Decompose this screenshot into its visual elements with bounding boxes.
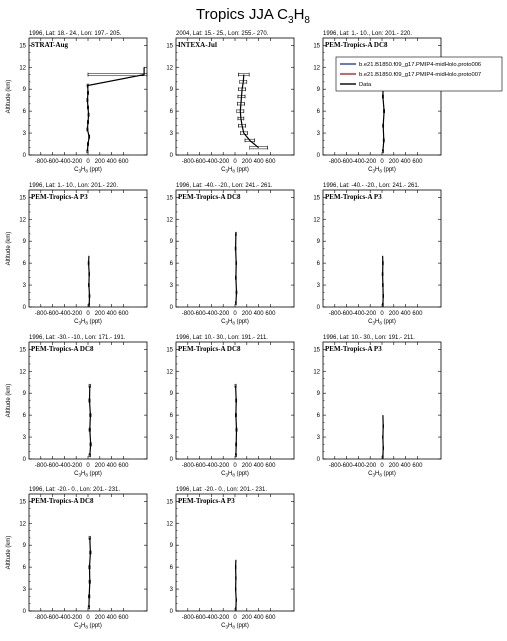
y-tick-label: 3 xyxy=(22,587,26,594)
y-tick-label: 6 xyxy=(169,565,173,572)
panel-1 xyxy=(6,31,147,174)
x-tick-label: -400 xyxy=(352,311,365,317)
campaign-label: STRAT-Aug xyxy=(31,41,68,49)
x-axis-label-part: (ppt) xyxy=(234,623,249,629)
y-tick-label: 3 xyxy=(316,435,320,442)
title-mid: H xyxy=(293,6,305,23)
x-axis-label xyxy=(221,167,249,174)
x-axis-label-part: 8 xyxy=(379,168,382,174)
x-tick-label: 200 xyxy=(241,463,252,469)
y-tick-label: 9 xyxy=(22,239,26,246)
y-tick-label: 0 xyxy=(316,153,320,159)
y-tick-label: 0 xyxy=(316,457,320,463)
panel-header: 1996, Lat: -30.- -10., Lon: 171.- 191. xyxy=(29,335,126,341)
x-axis-label-part: 3 xyxy=(78,320,81,326)
x-tick-label: 400 xyxy=(106,463,117,469)
y-tick-label: 0 xyxy=(22,457,26,463)
panel-header: 1996, Lat: 18.- 24., Lon: 197.- 205. xyxy=(29,31,122,37)
x-axis-label xyxy=(74,623,102,630)
plot-frame xyxy=(323,38,441,155)
x-tick-label: -600 xyxy=(46,311,59,317)
panel-8 xyxy=(166,335,294,478)
y-tick-label: 0 xyxy=(316,305,320,311)
panel-7 xyxy=(6,335,147,478)
y-tick-label: 15 xyxy=(19,43,26,50)
x-axis-label-part: (ppt) xyxy=(87,623,102,629)
x-tick-label: 400 xyxy=(253,159,264,165)
panel-header: 1996, Lat: 10.- 30., Lon: 191.- 211. xyxy=(323,335,415,341)
x-tick-label: 200 xyxy=(241,159,252,165)
x-axis-label-part: H xyxy=(80,167,86,173)
x-axis-label-part: 8 xyxy=(232,472,235,478)
x-tick-label: 600 xyxy=(265,311,276,317)
panel-3 xyxy=(313,31,441,174)
x-axis-label-part: (ppt) xyxy=(234,167,249,173)
title-main: Tropics JJA C xyxy=(196,6,288,23)
panel-header: 1996, Lat: 1.- 10., Lon: 201.- 220. xyxy=(29,183,119,189)
y-tick-label: 15 xyxy=(166,43,173,50)
x-tick-label: -200 xyxy=(70,159,83,165)
x-axis-label-part: C xyxy=(74,471,79,477)
x-axis-label-part: 3 xyxy=(372,168,375,174)
x-axis-label-part: (ppt) xyxy=(87,319,102,325)
plot-frame xyxy=(323,342,441,459)
x-axis-label-part: 3 xyxy=(372,472,375,478)
x-tick-label: -800 xyxy=(181,159,194,165)
x-axis-label-part: H xyxy=(227,167,233,173)
x-axis-label-part: C xyxy=(368,167,373,173)
campaign-label: PEM-Tropics-A DC8 xyxy=(31,497,94,505)
x-tick-label: -200 xyxy=(217,311,230,317)
x-tick-label: 200 xyxy=(94,311,105,317)
y-tick-label: 3 xyxy=(169,283,173,290)
x-tick-label: 0 xyxy=(86,311,90,317)
y-tick-label: 15 xyxy=(166,195,173,202)
plot-frame xyxy=(29,342,147,459)
campaign-label: PEM-Tropics-A P3 xyxy=(31,193,88,201)
x-axis-label-part: 8 xyxy=(232,168,235,174)
y-tick-label: 15 xyxy=(19,195,26,202)
y-tick-label: 12 xyxy=(313,369,320,376)
y-tick-label: 3 xyxy=(169,131,173,138)
x-axis-label-part: (ppt) xyxy=(87,471,102,477)
x-tick-label: -400 xyxy=(205,311,218,317)
x-axis-label xyxy=(368,319,396,326)
y-tick-label: 6 xyxy=(316,261,320,268)
panel-2 xyxy=(166,31,294,174)
plot-frame xyxy=(29,190,147,307)
panel-header: 1996, Lat: -40.- -20., Lon: 241.- 261. xyxy=(176,183,273,189)
y-tick-label: 12 xyxy=(19,521,26,528)
data-profile-line xyxy=(236,560,237,609)
y-tick-label: 9 xyxy=(22,391,26,398)
x-tick-label: 400 xyxy=(253,615,264,621)
data-profile-line xyxy=(89,256,90,305)
panel-header: 1996, Lat: -20.- 0., Lon: 201.- 231. xyxy=(29,487,121,493)
x-tick-label: -800 xyxy=(34,615,47,621)
x-axis-label-part: (ppt) xyxy=(381,167,396,173)
plot-frame xyxy=(176,38,294,155)
x-axis-label-part: H xyxy=(374,319,380,325)
y-tick-label: 9 xyxy=(169,239,173,246)
x-axis-label-part: (ppt) xyxy=(87,167,102,173)
x-axis-label-part: C xyxy=(221,623,226,629)
y-tick-label: 9 xyxy=(316,87,320,94)
y-tick-label: 12 xyxy=(313,65,320,72)
x-axis-label-part: (ppt) xyxy=(381,471,396,477)
y-tick-label: 15 xyxy=(313,43,320,50)
y-tick-label: 15 xyxy=(166,347,173,354)
x-axis-label-part: H xyxy=(227,319,233,325)
x-tick-label: -400 xyxy=(58,311,71,317)
x-axis-label-part: 3 xyxy=(78,472,81,478)
title-sub1: 3 xyxy=(288,15,294,26)
x-tick-label: 200 xyxy=(94,159,105,165)
x-tick-label: 200 xyxy=(241,615,252,621)
legend-label: Data xyxy=(359,82,372,88)
x-tick-label: 400 xyxy=(400,159,411,165)
y-tick-label: 3 xyxy=(22,435,26,442)
y-tick-label: 0 xyxy=(169,609,173,615)
x-tick-label: 400 xyxy=(106,615,117,621)
x-axis-label-part: (ppt) xyxy=(234,471,249,477)
y-tick-label: 9 xyxy=(22,87,26,94)
x-tick-label: -600 xyxy=(46,615,59,621)
y-tick-label: 12 xyxy=(19,65,26,72)
x-tick-label: -600 xyxy=(193,615,206,621)
plot-frame xyxy=(323,190,441,307)
x-tick-label: 400 xyxy=(106,159,117,165)
x-tick-label: 600 xyxy=(412,159,423,165)
x-axis-label-part: 8 xyxy=(379,472,382,478)
x-tick-label: 0 xyxy=(233,311,237,317)
x-tick-label: 600 xyxy=(265,159,276,165)
x-tick-label: 0 xyxy=(86,159,90,165)
x-tick-label: 0 xyxy=(380,159,384,165)
x-tick-label: -200 xyxy=(70,311,83,317)
campaign-label: PEM-Tropics-A DC8 xyxy=(178,345,241,353)
x-axis-label xyxy=(74,167,102,174)
plot-frame xyxy=(176,494,294,611)
x-tick-label: 600 xyxy=(265,463,276,469)
y-tick-label: 3 xyxy=(22,131,26,138)
x-axis-label-part: 8 xyxy=(232,624,235,630)
data-profile-line xyxy=(87,67,144,151)
x-tick-label: 0 xyxy=(233,159,237,165)
panel-5 xyxy=(166,183,294,326)
y-tick-label: 9 xyxy=(169,543,173,550)
data-profile-line xyxy=(89,538,91,607)
y-tick-label: 0 xyxy=(22,153,26,159)
y-tick-label: 12 xyxy=(166,521,173,528)
x-tick-label: -800 xyxy=(181,463,194,469)
x-axis-label-part: (ppt) xyxy=(381,319,396,325)
y-tick-label: 12 xyxy=(166,217,173,224)
y-tick-label: 15 xyxy=(19,499,26,506)
x-axis-label-part: 3 xyxy=(225,472,228,478)
x-tick-label: -200 xyxy=(364,159,377,165)
panel-header: 1996, Lat: 1.- 10., Lon: 201.- 220. xyxy=(323,31,413,37)
x-tick-label: 600 xyxy=(265,615,276,621)
x-axis-label-part: H xyxy=(374,471,380,477)
x-tick-label: -600 xyxy=(46,159,59,165)
x-axis-label-part: C xyxy=(74,319,79,325)
data-profile-line xyxy=(236,234,237,303)
y-tick-label: 6 xyxy=(169,413,173,420)
x-tick-label: -600 xyxy=(193,463,206,469)
x-tick-label: 0 xyxy=(86,463,90,469)
y-tick-label: 12 xyxy=(19,369,26,376)
x-tick-label: 0 xyxy=(380,311,384,317)
x-axis-label-part: C xyxy=(221,319,226,325)
x-axis-label-part: C xyxy=(74,167,79,173)
x-axis-label-part: C xyxy=(368,319,373,325)
x-tick-label: 400 xyxy=(253,311,264,317)
x-tick-label: 200 xyxy=(388,159,399,165)
x-tick-label: -400 xyxy=(58,159,71,165)
x-axis-label-part: C xyxy=(74,623,79,629)
campaign-label: PEM-Tropics-A P3 xyxy=(325,345,382,353)
y-axis-label: Altitude (km) xyxy=(6,79,12,114)
y-tick-label: 0 xyxy=(169,305,173,311)
y-tick-label: 9 xyxy=(169,87,173,94)
y-axis-label: Altitude (km) xyxy=(6,383,12,418)
x-tick-label: 200 xyxy=(388,311,399,317)
legend xyxy=(336,57,502,91)
y-tick-label: 3 xyxy=(316,283,320,290)
x-tick-label: -600 xyxy=(46,463,59,469)
x-tick-label: -800 xyxy=(181,311,194,317)
x-tick-label: 400 xyxy=(106,311,117,317)
y-tick-label: 15 xyxy=(166,499,173,506)
panel-header: 2004, Lat: 15.- 25., Lon: 255.- 270. xyxy=(176,31,269,37)
x-axis-label-part: H xyxy=(227,471,233,477)
x-axis-label xyxy=(221,319,249,326)
x-axis-label-part: 8 xyxy=(232,320,235,326)
plot-frame xyxy=(176,342,294,459)
x-tick-label: 600 xyxy=(412,311,423,317)
x-axis-label-part: 8 xyxy=(379,320,382,326)
x-tick-label: 200 xyxy=(94,463,105,469)
x-axis-label-part: H xyxy=(227,623,233,629)
x-tick-label: -600 xyxy=(193,159,206,165)
x-axis-label xyxy=(368,167,396,174)
x-axis-label-part: 8 xyxy=(85,472,88,478)
y-tick-label: 3 xyxy=(169,587,173,594)
x-axis-label-part: (ppt) xyxy=(234,319,249,325)
x-axis-label-part: 8 xyxy=(85,624,88,630)
y-tick-label: 6 xyxy=(316,413,320,420)
x-tick-label: 600 xyxy=(412,463,423,469)
y-tick-label: 6 xyxy=(316,109,320,116)
x-tick-label: -800 xyxy=(328,463,341,469)
y-tick-label: 6 xyxy=(22,261,26,268)
panel-11 xyxy=(166,487,294,630)
y-tick-label: 3 xyxy=(316,131,320,138)
y-tick-label: 0 xyxy=(169,153,173,159)
x-tick-label: -400 xyxy=(58,615,71,621)
y-tick-label: 0 xyxy=(169,457,173,463)
panel-header: 1996, Lat: -40.- -20., Lon: 241.- 261. xyxy=(323,183,420,189)
panel-6 xyxy=(313,183,441,326)
x-tick-label: 400 xyxy=(400,311,411,317)
x-tick-label: -200 xyxy=(364,311,377,317)
x-tick-label: -400 xyxy=(205,463,218,469)
x-tick-label: 0 xyxy=(86,615,90,621)
x-tick-label: -200 xyxy=(364,463,377,469)
y-tick-label: 6 xyxy=(22,109,26,116)
y-tick-label: 15 xyxy=(19,347,26,354)
y-tick-label: 9 xyxy=(169,391,173,398)
x-tick-label: 600 xyxy=(118,311,129,317)
x-axis-label-part: C xyxy=(221,167,226,173)
x-axis-label xyxy=(74,471,102,478)
y-tick-label: 6 xyxy=(169,261,173,268)
x-tick-label: -200 xyxy=(217,159,230,165)
x-tick-label: 200 xyxy=(241,311,252,317)
panel-9 xyxy=(313,335,441,478)
data-profile-line xyxy=(90,386,91,455)
y-tick-label: 15 xyxy=(313,195,320,202)
x-tick-label: -800 xyxy=(181,615,194,621)
x-tick-label: 600 xyxy=(118,159,129,165)
x-tick-label: -200 xyxy=(217,615,230,621)
x-axis-label-part: 3 xyxy=(78,624,81,630)
x-tick-label: 0 xyxy=(233,463,237,469)
x-tick-label: -200 xyxy=(70,615,83,621)
y-axis-label: Altitude (km) xyxy=(6,231,12,266)
figure-title xyxy=(196,6,310,26)
y-axis-label: Altitude (km) xyxy=(6,535,12,570)
x-tick-label: 0 xyxy=(380,463,384,469)
x-tick-label: -400 xyxy=(352,159,365,165)
y-tick-label: 0 xyxy=(22,305,26,311)
x-tick-label: 600 xyxy=(118,463,129,469)
x-axis-label xyxy=(74,319,102,326)
legend-label: b.e21.B1850.f09_g17.PMIP4-midHolo.proto006 xyxy=(359,62,482,68)
data-profile-line xyxy=(240,75,258,148)
x-axis-label-part: 3 xyxy=(225,168,228,174)
x-tick-label: -400 xyxy=(205,615,218,621)
x-axis-label-part: C xyxy=(368,471,373,477)
data-profile-line xyxy=(383,256,384,305)
x-tick-label: -200 xyxy=(217,463,230,469)
y-tick-label: 15 xyxy=(313,347,320,354)
campaign-label: INTEXA-Jul xyxy=(178,41,217,49)
x-axis-label xyxy=(221,623,249,630)
title-sub2: 8 xyxy=(304,15,310,26)
x-axis-label xyxy=(221,471,249,478)
y-tick-label: 3 xyxy=(169,435,173,442)
y-tick-label: 12 xyxy=(313,217,320,224)
y-tick-label: 6 xyxy=(22,565,26,572)
x-axis-label-part: 3 xyxy=(372,320,375,326)
y-tick-label: 9 xyxy=(22,543,26,550)
y-tick-label: 6 xyxy=(169,109,173,116)
panel-10 xyxy=(6,487,147,630)
x-tick-label: -800 xyxy=(328,311,341,317)
x-tick-label: 400 xyxy=(400,463,411,469)
x-tick-label: -400 xyxy=(352,463,365,469)
y-tick-label: 9 xyxy=(316,391,320,398)
x-axis-label-part: 3 xyxy=(78,168,81,174)
campaign-label: PEM-Tropics-A P3 xyxy=(178,497,235,505)
x-tick-label: -600 xyxy=(340,159,353,165)
x-axis-label xyxy=(368,471,396,478)
data-profile-line xyxy=(236,386,237,455)
plot-frame xyxy=(29,494,147,611)
x-tick-label: -600 xyxy=(340,311,353,317)
y-tick-label: 3 xyxy=(22,283,26,290)
x-axis-label-part: H xyxy=(374,167,380,173)
x-tick-label: 400 xyxy=(253,463,264,469)
x-tick-label: 600 xyxy=(118,615,129,621)
campaign-label: PEM-Tropics-A DC8 xyxy=(31,345,94,353)
x-tick-label: 0 xyxy=(233,615,237,621)
x-tick-label: -800 xyxy=(328,159,341,165)
x-axis-label-part: H xyxy=(80,623,86,629)
x-axis-label-part: C xyxy=(221,471,226,477)
x-tick-label: -400 xyxy=(205,159,218,165)
x-tick-label: -600 xyxy=(193,311,206,317)
campaign-label: PEM-Tropics-A P3 xyxy=(325,193,382,201)
x-tick-label: -200 xyxy=(70,463,83,469)
y-tick-label: 9 xyxy=(316,239,320,246)
campaign-label: PEM-Tropics-A DC8 xyxy=(325,41,388,49)
y-tick-label: 0 xyxy=(22,609,26,615)
x-axis-label-part: 8 xyxy=(85,320,88,326)
x-tick-label: -800 xyxy=(34,159,47,165)
x-axis-label-part: 3 xyxy=(225,320,228,326)
y-tick-label: 12 xyxy=(166,369,173,376)
y-tick-label: 12 xyxy=(166,65,173,72)
x-axis-label-part: H xyxy=(80,319,86,325)
x-tick-label: -800 xyxy=(34,463,47,469)
panel-header: 1996, Lat: -20.- 0., Lon: 201.- 231. xyxy=(176,487,268,493)
y-tick-label: 12 xyxy=(19,217,26,224)
panel-header: 1996, Lat: 10.- 30., Lon: 191.- 211. xyxy=(176,335,268,341)
panel-4 xyxy=(6,183,147,326)
legend-label: b.e21.B1850.f09_g17.PMIP4-midHolo.proto007 xyxy=(359,72,482,78)
x-axis-label-part: 3 xyxy=(225,624,228,630)
y-tick-label: 6 xyxy=(22,413,26,420)
x-tick-label: 200 xyxy=(94,615,105,621)
panels xyxy=(6,31,441,630)
campaign-label: PEM-Tropics-A DC8 xyxy=(178,193,241,201)
x-tick-label: -600 xyxy=(340,463,353,469)
x-tick-label: -400 xyxy=(58,463,71,469)
x-tick-label: 200 xyxy=(388,463,399,469)
x-axis-label-part: H xyxy=(80,471,86,477)
x-axis-label-part: 8 xyxy=(85,168,88,174)
x-tick-label: -800 xyxy=(34,311,47,317)
